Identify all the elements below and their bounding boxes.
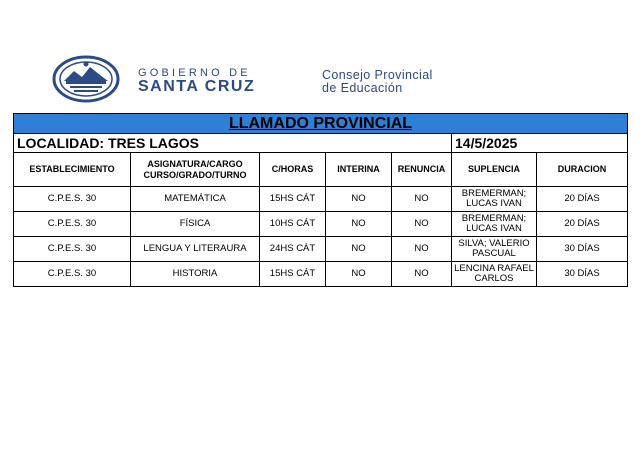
col-header: ASIGNATURA/CARGO CURSO/GRADO/TURNO — [131, 153, 260, 187]
col-header: RENUNCIA — [392, 153, 452, 187]
col-header: DURACION — [537, 153, 628, 187]
cell: C.P.E.S. 30 — [14, 262, 131, 287]
cell: LENGUA Y LITERAURA — [131, 237, 260, 262]
letterhead — [52, 55, 492, 105]
government-line2: SANTA CRUZ — [138, 78, 256, 95]
col-header: SUPLENCIA — [452, 153, 537, 187]
cell: 10HS CÁT — [260, 212, 326, 237]
col-header: C/HORAS — [260, 153, 326, 187]
cell: MATEMÁTICA — [131, 187, 260, 212]
cell: C.P.E.S. 30 — [14, 212, 131, 237]
locality-row — [14, 134, 628, 153]
council-name — [322, 69, 433, 95]
cell: NO — [326, 187, 392, 212]
cell: NO — [326, 262, 392, 287]
council-line2: de Educación — [322, 81, 403, 95]
government-line1: GOBIERNO DE — [138, 67, 251, 79]
cell: BREMERMAN; LUCAS IVAN — [452, 187, 537, 212]
cell: HISTORIA — [131, 262, 260, 287]
cell: LENCINA RAFAEL CARLOS — [452, 262, 537, 287]
cell: 24HS CÁT — [260, 237, 326, 262]
header-row — [14, 153, 628, 187]
cell: NO — [392, 212, 452, 237]
cell: 20 DÍAS — [537, 212, 628, 237]
cell: 15HS CÁT — [260, 262, 326, 287]
cell: SILVA; VALERIO PASCUAL — [452, 237, 537, 262]
title-cell — [14, 114, 628, 134]
cell: 30 DÍAS — [537, 237, 628, 262]
cell: FÍSICA — [131, 212, 260, 237]
cell: 15HS CÁT — [260, 187, 326, 212]
sheet-title: LLAMADO PROVINCIAL — [228, 114, 413, 132]
locality: LOCALIDAD: TRES LAGOS — [14, 134, 452, 153]
cell: C.P.E.S. 30 — [14, 237, 131, 262]
cell: 20 DÍAS — [537, 187, 628, 212]
title-row — [14, 114, 628, 134]
call-table — [13, 113, 628, 287]
provincial-seal-icon — [52, 55, 120, 103]
table-row — [14, 212, 628, 237]
cell: C.P.E.S. 30 — [14, 187, 131, 212]
cell: NO — [326, 237, 392, 262]
table-row — [14, 187, 628, 212]
table-row — [14, 237, 628, 262]
council-line1: Consejo Provincial — [322, 68, 433, 82]
cell: NO — [392, 262, 452, 287]
date: 14/5/2025 — [452, 134, 628, 153]
cell: NO — [392, 187, 452, 212]
cell: NO — [392, 237, 452, 262]
cell: 30 DÍAS — [537, 262, 628, 287]
col-header: ESTABLECIMIENTO — [14, 153, 131, 187]
col-header: INTERINA — [326, 153, 392, 187]
cell: NO — [326, 212, 392, 237]
government-name — [138, 67, 255, 95]
cell: BREMERMAN; LUCAS IVAN — [452, 212, 537, 237]
table-row — [14, 262, 628, 287]
